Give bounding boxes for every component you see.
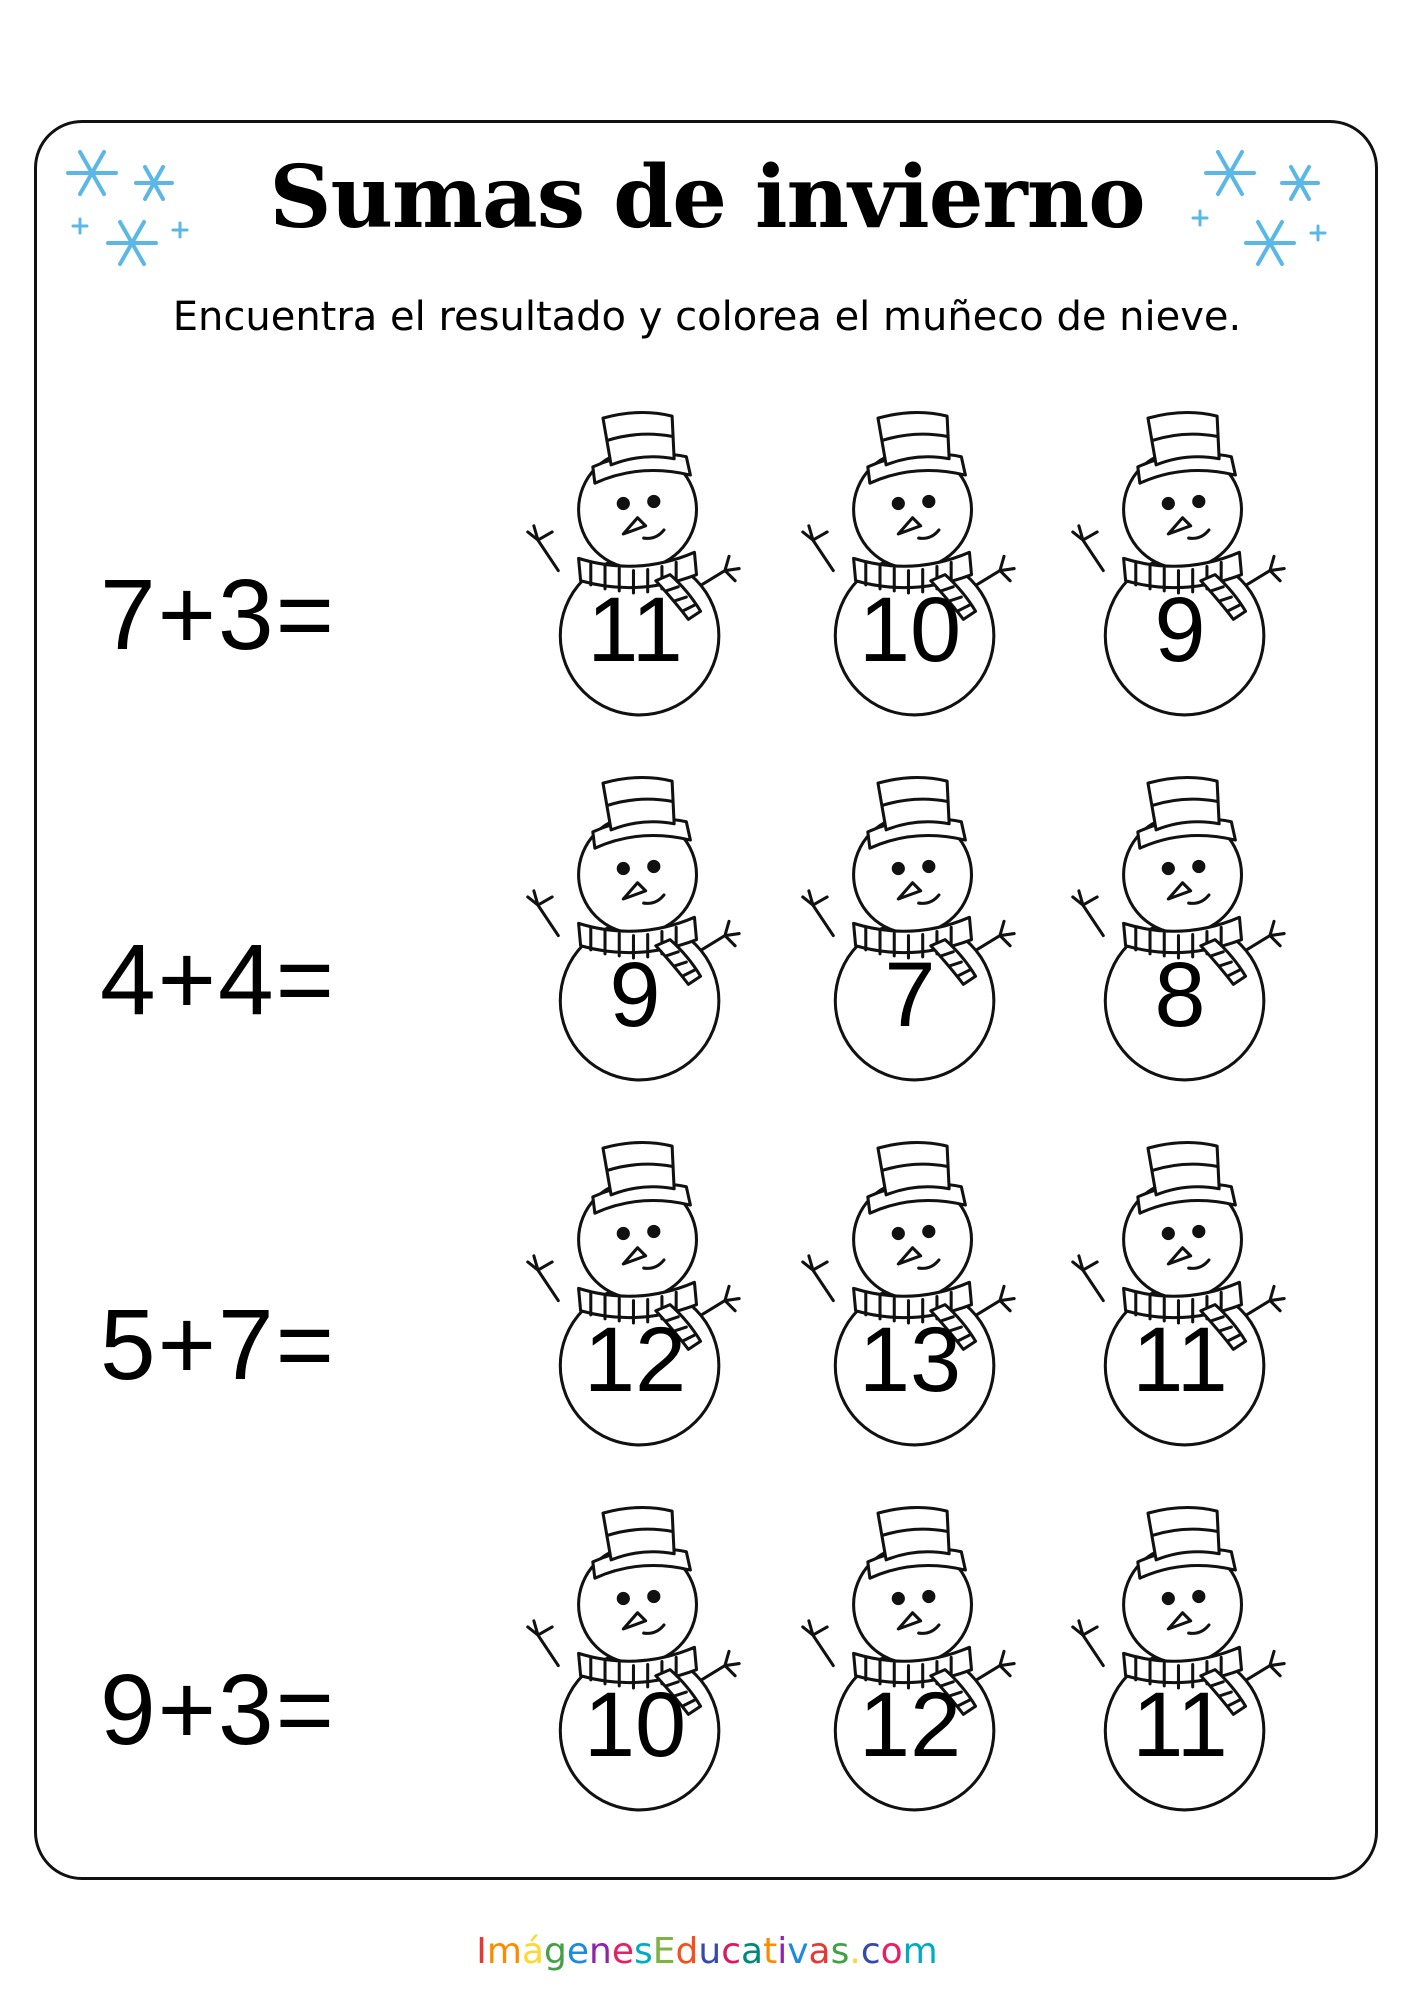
equation: 4+4= [100,924,337,1036]
snowman-answer-option[interactable] [520,775,750,1115]
snowman-answer-option[interactable] [1065,410,1295,750]
answer-number: 11 [1132,1674,1228,1776]
snowman-answer-option[interactable] [795,1140,1025,1480]
answer-number: 13 [858,1309,962,1411]
snowman-answer-option[interactable] [1065,1140,1295,1480]
snowman-answer-option[interactable] [520,410,750,750]
footer-brand: ImágenesEducativas.com [476,1931,938,1972]
exercise-row [0,775,1414,1115]
snowman-answer-option[interactable] [795,1505,1025,1845]
answer-number: 9 [609,944,661,1046]
page-title: Sumas de invierno [269,147,1145,248]
exercise-row [0,1140,1414,1480]
instruction-text: Encuentra el resultado y colorea el muñeco de nieve. [172,294,1242,340]
exercise-row [0,1505,1414,1845]
snowman-answer-option[interactable] [520,1505,750,1845]
snowman-answer-option[interactable] [520,1140,750,1480]
answer-number: 7 [884,944,936,1046]
equation: 7+3= [100,559,337,671]
answer-number: 10 [583,1674,687,1776]
snowman-answer-option[interactable] [795,410,1025,750]
snowman-answer-option[interactable] [1065,775,1295,1115]
exercise-row [0,410,1414,750]
equation: 5+7= [100,1289,337,1401]
answer-number: 9 [1154,579,1206,681]
snowman-answer-option[interactable] [1065,1505,1295,1845]
answer-number: 8 [1154,944,1206,1046]
answer-number: 12 [583,1309,687,1411]
answer-number: 12 [858,1674,962,1776]
snowman-answer-option[interactable] [795,775,1025,1115]
answer-number: 11 [587,579,683,681]
equation: 9+3= [100,1654,337,1766]
answer-number: 11 [1132,1309,1228,1411]
answer-number: 10 [858,579,962,681]
